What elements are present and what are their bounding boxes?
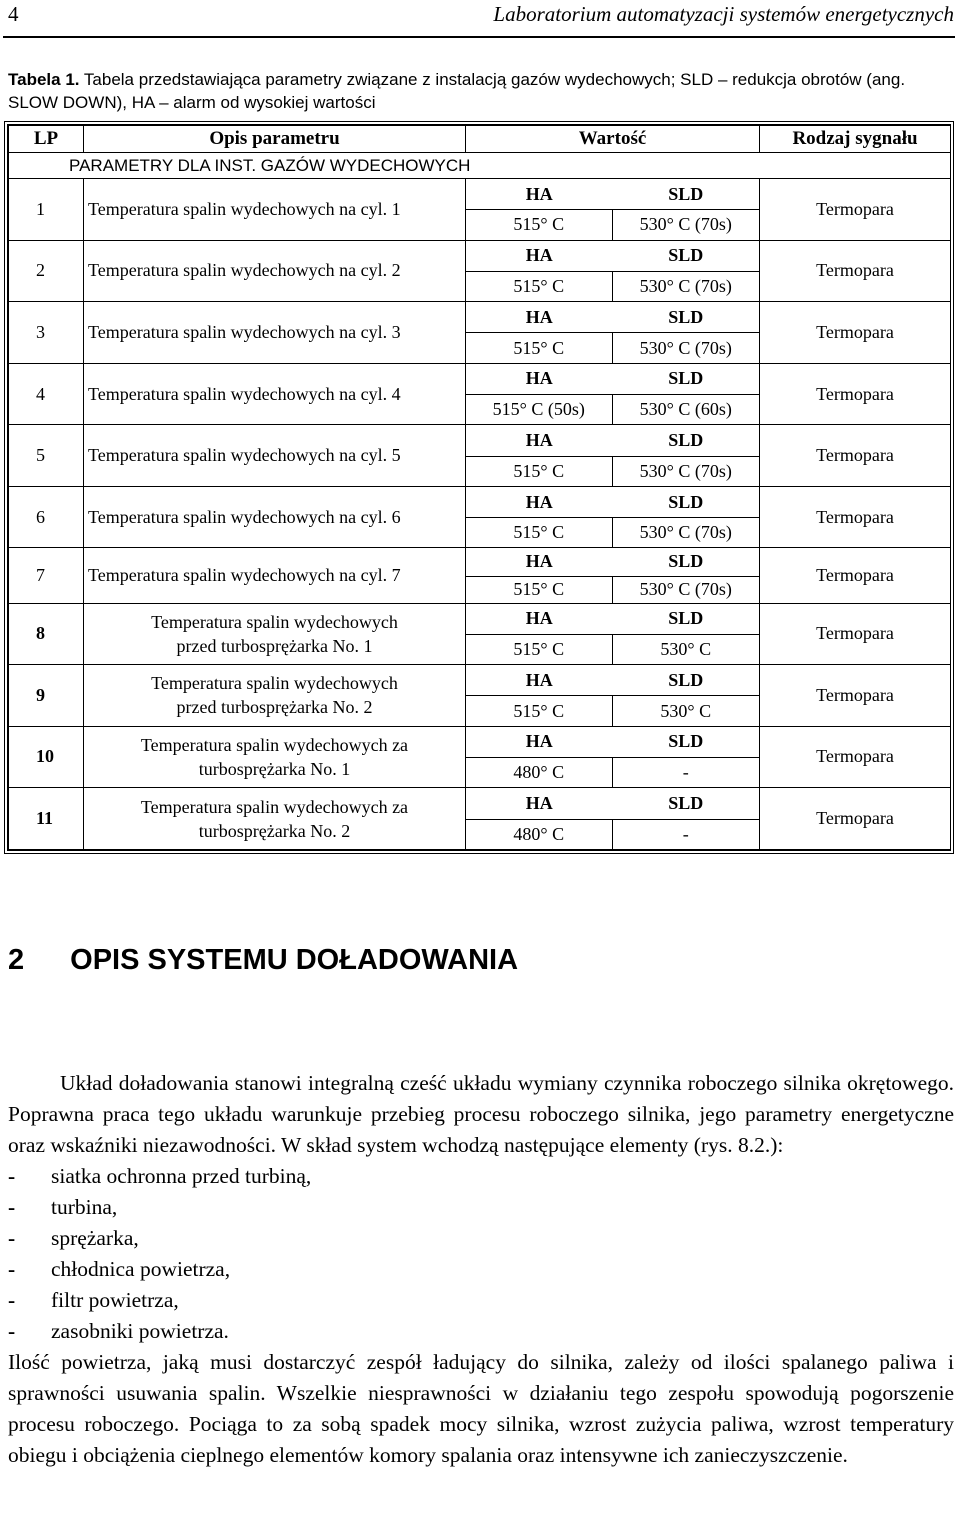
row-signal: Termopara bbox=[760, 486, 951, 548]
value-grid bbox=[466, 604, 759, 665]
row-desc: Temperatura spalin wydechowych na cyl. 5 bbox=[84, 425, 466, 487]
ha-value: 515° C bbox=[466, 576, 613, 603]
sld-label: SLD bbox=[668, 245, 704, 266]
value-grid bbox=[466, 302, 759, 363]
row-value bbox=[466, 486, 760, 548]
section-heading bbox=[8, 944, 518, 977]
row-signal: Termopara bbox=[760, 240, 951, 302]
row-lp: 9 bbox=[9, 665, 84, 727]
row-signal: Termopara bbox=[760, 603, 951, 665]
sld-value: 530° C (60s) bbox=[613, 394, 760, 424]
list-dash: - bbox=[8, 1164, 16, 1188]
list-item-text: zasobniki powietrza. bbox=[51, 1319, 229, 1343]
header-lp: LP bbox=[9, 126, 84, 153]
table-body bbox=[9, 179, 951, 850]
value-grid bbox=[466, 487, 759, 548]
row-lp: 1 bbox=[9, 179, 84, 241]
ha-value: 515° C bbox=[466, 634, 613, 664]
row-signal: Termopara bbox=[760, 179, 951, 241]
caption-text: Tabela przedstawiająca parametry związane z instalacją gazów wydechowych; SLD – redukcja obrotów (ang. SLOW DOWN), HA – alarm od wysokiej wartości bbox=[8, 70, 906, 112]
row-desc: Temperatura spalin wydechowych na cyl. 7 bbox=[84, 548, 466, 603]
list-item-text: siatka ochronna przed turbiną, bbox=[51, 1164, 312, 1188]
list-item bbox=[8, 1316, 954, 1347]
row-lp: 11 bbox=[9, 788, 84, 850]
sld-label: SLD bbox=[668, 368, 704, 389]
table-row bbox=[9, 788, 951, 850]
table-header-row bbox=[9, 126, 951, 153]
list-dash: - bbox=[8, 1195, 16, 1219]
row-desc: Temperatura spalin wydechowych na cyl. 1 bbox=[84, 179, 466, 241]
row-desc: Temperatura spalin wydechowych na cyl. 2 bbox=[84, 240, 466, 302]
ha-value: 515° C bbox=[466, 209, 613, 239]
row-signal: Termopara bbox=[760, 726, 951, 788]
row-value bbox=[466, 788, 760, 850]
header-desc: Opis parametru bbox=[84, 126, 466, 153]
sld-label: SLD bbox=[668, 183, 704, 204]
row-lp: 10 bbox=[9, 726, 84, 788]
parameters-table-frame bbox=[4, 121, 954, 854]
list-item-text: chłodnica powietrza, bbox=[51, 1257, 231, 1281]
row-signal: Termopara bbox=[760, 425, 951, 487]
section-number: 2 bbox=[8, 944, 25, 976]
row-value bbox=[466, 548, 760, 603]
sld-label: SLD bbox=[668, 551, 704, 572]
ha-label: HA bbox=[525, 669, 553, 690]
sld-label: SLD bbox=[668, 731, 704, 752]
row-lp: 4 bbox=[9, 363, 84, 425]
sld-value: 530° C (70s) bbox=[613, 517, 760, 547]
sld-value: 530° C (70s) bbox=[613, 332, 760, 362]
list-dash: - bbox=[8, 1319, 16, 1343]
row-lp: 2 bbox=[9, 240, 84, 302]
table-row bbox=[9, 548, 951, 603]
row-value bbox=[466, 363, 760, 425]
group-label: PARAMETRY DLA INST. GAZÓW WYDECHOWYCH bbox=[9, 153, 951, 179]
value-grid bbox=[466, 727, 759, 788]
ha-label: HA bbox=[525, 792, 553, 813]
ha-label: HA bbox=[525, 368, 553, 389]
header-signal: Rodzaj sygnału bbox=[760, 126, 951, 153]
list-item-text: turbina, bbox=[51, 1195, 118, 1219]
sld-value: 530° C (70s) bbox=[613, 456, 760, 486]
value-grid bbox=[466, 788, 759, 849]
list-item bbox=[8, 1254, 954, 1285]
row-signal: Termopara bbox=[760, 788, 951, 850]
parameters-table bbox=[8, 125, 951, 850]
ha-label: HA bbox=[525, 245, 553, 266]
section-title: OPIS SYSTEMU DOŁADOWANIA bbox=[70, 944, 519, 976]
caption-label: Tabela 1. bbox=[8, 70, 80, 89]
row-value bbox=[466, 425, 760, 487]
row-signal: Termopara bbox=[760, 665, 951, 727]
row-desc: Temperatura spalin wydechowych na cyl. 4 bbox=[84, 363, 466, 425]
table-row bbox=[9, 240, 951, 302]
ha-value: 515° C bbox=[466, 517, 613, 547]
row-value bbox=[466, 179, 760, 241]
ha-value: 515° C bbox=[466, 456, 613, 486]
row-lp: 6 bbox=[9, 486, 84, 548]
value-grid bbox=[466, 179, 759, 240]
table-row bbox=[9, 726, 951, 788]
list-item bbox=[8, 1223, 954, 1254]
table-row bbox=[9, 363, 951, 425]
ha-value: 515° C (50s) bbox=[466, 394, 613, 424]
ha-value: 515° C bbox=[466, 271, 613, 301]
page-number: 4 bbox=[8, 2, 19, 26]
ha-label: HA bbox=[525, 731, 553, 752]
value-grid bbox=[466, 241, 759, 302]
row-desc: Temperatura spalin wydechowych za turbosprężarka No. 1 bbox=[84, 726, 466, 788]
value-grid bbox=[466, 364, 759, 425]
list-item-text: sprężarka, bbox=[51, 1226, 139, 1250]
row-desc: Temperatura spalin wydechowych na cyl. 3 bbox=[84, 302, 466, 364]
row-lp: 8 bbox=[9, 603, 84, 665]
sld-label: SLD bbox=[668, 608, 704, 629]
sld-value: 530° C (70s) bbox=[613, 271, 760, 301]
ha-value: 480° C bbox=[466, 757, 613, 787]
row-value bbox=[466, 665, 760, 727]
paragraph-2: Ilość powietrza, jaką musi dostarczyć zespół ładujący do silnika, zależy od ilości spalanego paliwa i sprawności usuwania spalin. Wszelkie niesprawności w działaniu tego zespołu spowodują pogorszenie procesu roboczego. Pociąga to za sobą spadek mocy silnika, wzrost zużycia paliwa, wzrost temperatury obiegu i obciążenia cieplnego elementów komory spalania oraz intensywne ich zanieczyszczenie. bbox=[8, 1350, 954, 1467]
row-desc: Temperatura spalin wydechowych przed turbosprężarka No. 2 bbox=[84, 665, 466, 727]
running-title: Laboratorium automatyzacji systemów energetycznych bbox=[493, 2, 954, 26]
table-row bbox=[9, 302, 951, 364]
sld-label: SLD bbox=[668, 306, 704, 327]
group-row bbox=[9, 153, 951, 179]
table-row bbox=[9, 425, 951, 487]
sld-value: 530° C (70s) bbox=[613, 209, 760, 239]
list-dash: - bbox=[8, 1257, 16, 1281]
row-value bbox=[466, 726, 760, 788]
ha-label: HA bbox=[525, 608, 553, 629]
ha-value: 515° C bbox=[466, 332, 613, 362]
list-dash: - bbox=[8, 1226, 16, 1250]
row-value bbox=[466, 302, 760, 364]
body-text bbox=[8, 1068, 954, 1471]
row-value bbox=[466, 240, 760, 302]
sld-value: 530° C bbox=[613, 634, 760, 664]
row-desc: Temperatura spalin wydechowych za turbosprężarka No. 2 bbox=[84, 788, 466, 850]
list-dash: - bbox=[8, 1288, 16, 1312]
table-row bbox=[9, 603, 951, 665]
sld-value: - bbox=[613, 819, 760, 849]
value-grid bbox=[466, 665, 759, 726]
ha-label: HA bbox=[525, 429, 553, 450]
ha-label: HA bbox=[525, 183, 553, 204]
sld-value: 530° C (70s) bbox=[613, 576, 760, 603]
header-rule bbox=[3, 36, 955, 38]
row-signal: Termopara bbox=[760, 548, 951, 603]
table-row bbox=[9, 486, 951, 548]
paragraph-1: Układ doładowania stanowi integralną cześć układu wymiany czynnika roboczego silnika okrętowego. Poprawna praca tego układu warunkuje przebieg procesu roboczego silnika, jego parametry energetyczne oraz wskaźniki niezawodności. W skład system wchodzą następujące elementy (rys. 8.2.): bbox=[8, 1071, 954, 1157]
row-lp: 3 bbox=[9, 302, 84, 364]
list-item bbox=[8, 1192, 954, 1223]
row-desc: Temperatura spalin wydechowych przed turbosprężarka No. 1 bbox=[84, 603, 466, 665]
value-grid bbox=[466, 548, 759, 602]
header-value: Wartość bbox=[466, 126, 760, 153]
row-signal: Termopara bbox=[760, 363, 951, 425]
page-header bbox=[8, 0, 954, 30]
table-caption bbox=[8, 68, 954, 114]
ha-label: HA bbox=[525, 306, 553, 327]
row-value bbox=[466, 603, 760, 665]
sld-label: SLD bbox=[668, 429, 704, 450]
sld-value: 530° C bbox=[613, 695, 760, 725]
ha-label: HA bbox=[525, 491, 553, 512]
sld-label: SLD bbox=[668, 669, 704, 690]
row-lp: 5 bbox=[9, 425, 84, 487]
row-desc: Temperatura spalin wydechowych na cyl. 6 bbox=[84, 486, 466, 548]
list-item bbox=[8, 1285, 954, 1316]
list-item bbox=[8, 1161, 954, 1192]
elements-list bbox=[8, 1161, 954, 1347]
table-row bbox=[9, 179, 951, 241]
ha-value: 515° C bbox=[466, 695, 613, 725]
sld-label: SLD bbox=[668, 792, 704, 813]
list-item-text: filtr powietrza, bbox=[51, 1288, 179, 1312]
ha-value: 480° C bbox=[466, 819, 613, 849]
ha-label: HA bbox=[525, 551, 553, 572]
sld-label: SLD bbox=[668, 491, 704, 512]
row-lp: 7 bbox=[9, 548, 84, 603]
table-row bbox=[9, 665, 951, 727]
row-signal: Termopara bbox=[760, 302, 951, 364]
sld-value: - bbox=[613, 757, 760, 787]
value-grid bbox=[466, 425, 759, 486]
